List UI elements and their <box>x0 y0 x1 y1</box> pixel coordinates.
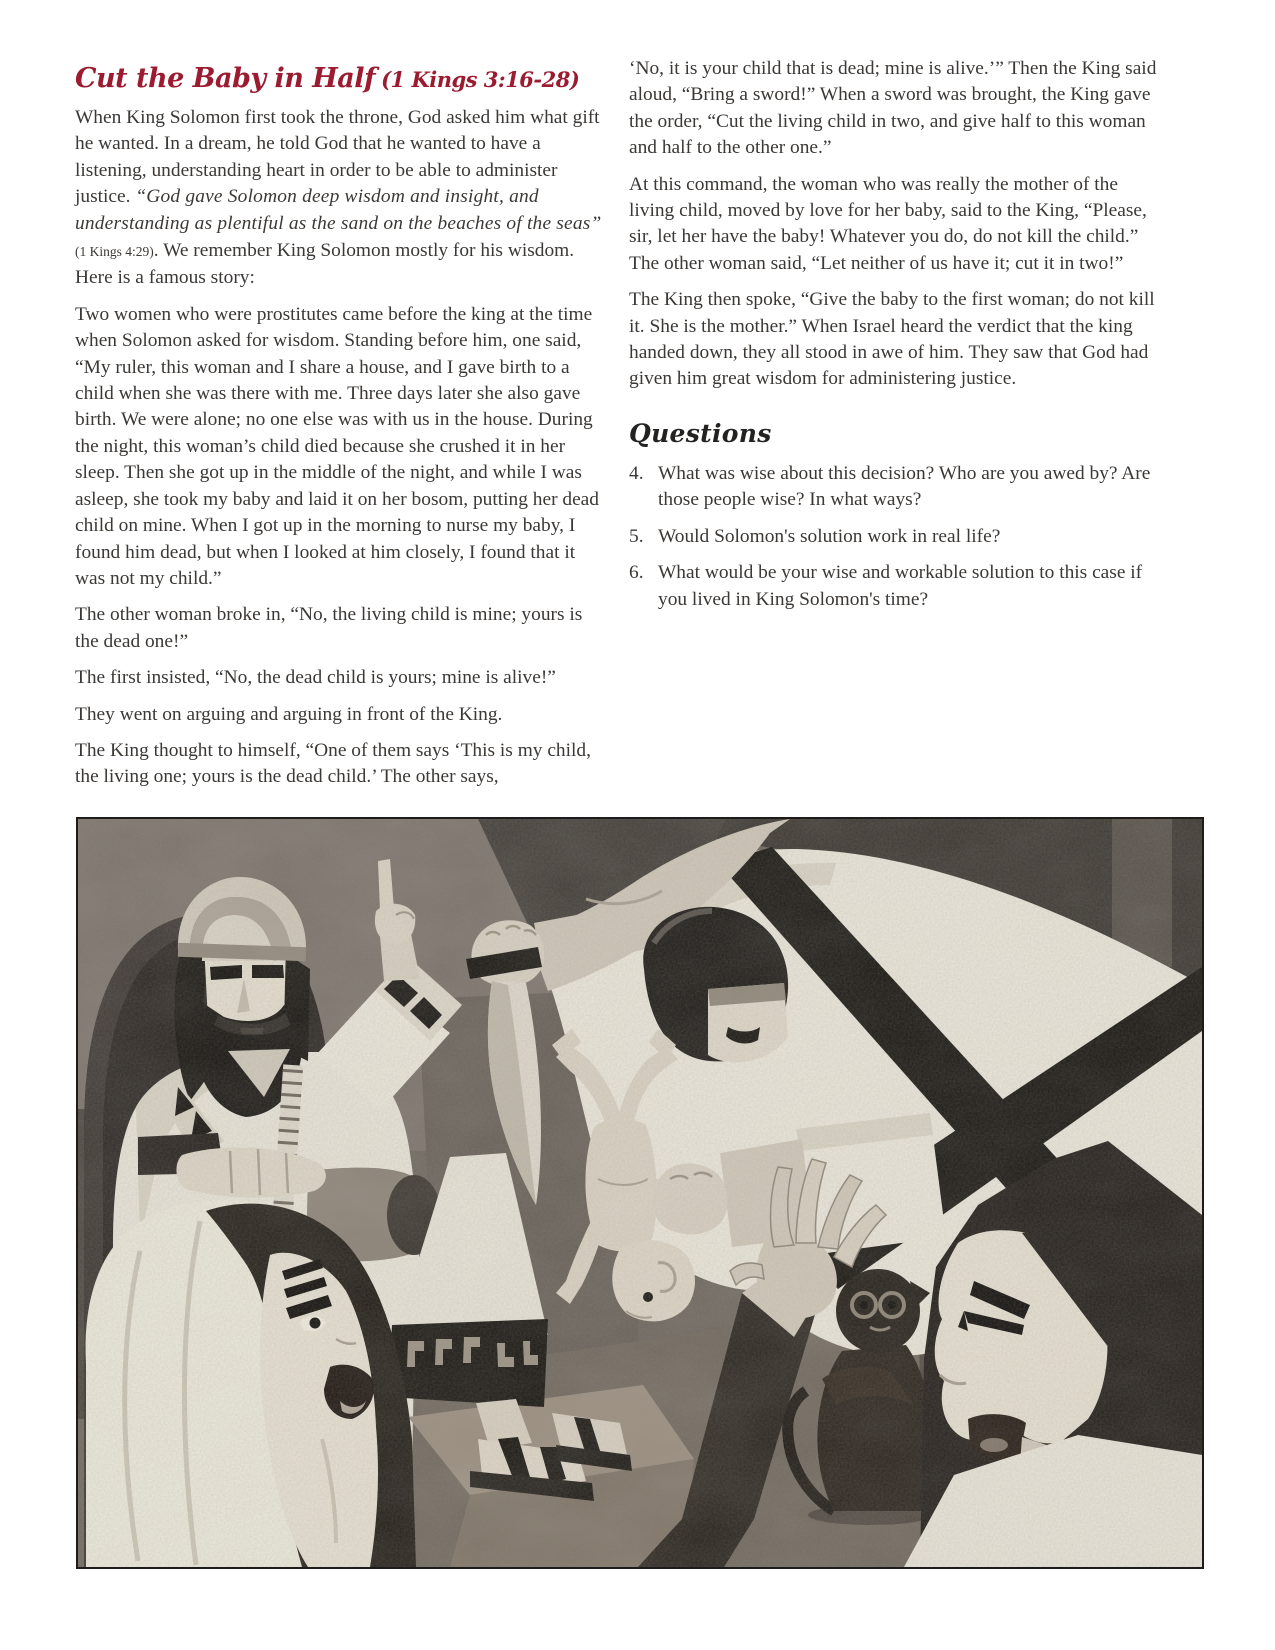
page-title-scripture-ref: (1 Kings 3:16-28) <box>381 67 580 92</box>
right-column <box>629 56 1157 623</box>
question-number: 5. <box>629 525 644 547</box>
question-item-4 <box>629 461 1157 514</box>
intro-text-end: . We remember King Solomon mostly for his wisdom. Here is a famous story: <box>75 240 575 289</box>
intro-scripture-quote: “God gave Solomon deep wisdom and insight, and understanding as plentiful as the sand on the beaches of the seas” <box>75 186 602 234</box>
question-text: What would be your wise and workable solution to this case if you lived in King Solomon's time? <box>658 562 1143 610</box>
canvas-texture-grain <box>78 819 1202 1567</box>
paragraph-intro <box>75 105 602 292</box>
paragraph: At this command, the woman who was really the mother of the living child, moved by love for her baby, said to the King, “Please, sir, let her have the baby! Whatever you do, do not kill the child.” The other woman said, “Let neither of us have it; cut it in two!” <box>629 173 1147 274</box>
paragraph: They went on arguing and arguing in front of the King. <box>75 703 503 725</box>
paragraph: The other woman broke in, “No, the living child is mine; yours is the dead one!” <box>75 604 583 652</box>
paragraph: ‘No, it is your child that is dead; mine is alive.’” Then the King said aloud, “Bring a sword!” When a sword was brought, the King gave the order, “Cut the living child in two, and give half to this woman and half to the other one.” <box>629 58 1157 159</box>
intro-scripture-ref: (1 Kings 4:29) <box>75 244 154 260</box>
paragraph: Two women who were prostitutes came before the king at the time when Solomon asked for wisdom. Standing before him, one said, “My ruler, this woman and I share a house, and I gave birth to a child when she was there with me. Three days later she also gave birth. We were alone; no one else was with us in the house. During the night, this woman’s child died because she crushed it in her sleep. Then she got up in the middle of the night, and while I was asleep, she took my baby and laid it on her bosom, putting her dead child on mine. When I got up in the morning to nurse my baby, I found him dead, but when I looked at him closely, I found that it was not my child.” <box>75 303 599 589</box>
paragraph: The King thought to himself, “One of them says ‘This is my child, the living one; yours is the dead child.’ The other says, <box>75 739 591 788</box>
page-title <box>75 63 602 94</box>
question-text: Would Solomon's solution work in real life? <box>658 525 1001 547</box>
question-item-6 <box>629 560 1157 613</box>
paragraph: The first insisted, “No, the dead child is yours; mine is alive!” <box>75 667 556 689</box>
question-item-5 <box>629 524 1157 550</box>
judgment-painting <box>78 819 1202 1567</box>
page-title-main: Cut the Baby in Half <box>75 63 376 94</box>
question-number: 6. <box>629 562 644 584</box>
illustration-solomon-judgment <box>76 817 1204 1569</box>
left-column <box>75 63 602 801</box>
paragraph: The King then spoke, “Give the baby to the first woman; do not kill it. She is the mother.” When Israel heard the verdict that the king handed down, they all stood in awe of him. They saw that God had given him great wisdom for administering justice. <box>629 289 1155 390</box>
intro-text: When King Solomon first took the throne, God asked him what gift he wanted. In a dream, he told God that he wanted to have a listening, understanding heart in order to be able to administer justice. <box>75 107 600 208</box>
question-number: 4. <box>629 462 644 484</box>
questions-heading: Questions <box>629 418 772 448</box>
question-text: What was wise about this decision? Who are you awed by? Are those people wise? In what ways? <box>658 462 1151 511</box>
